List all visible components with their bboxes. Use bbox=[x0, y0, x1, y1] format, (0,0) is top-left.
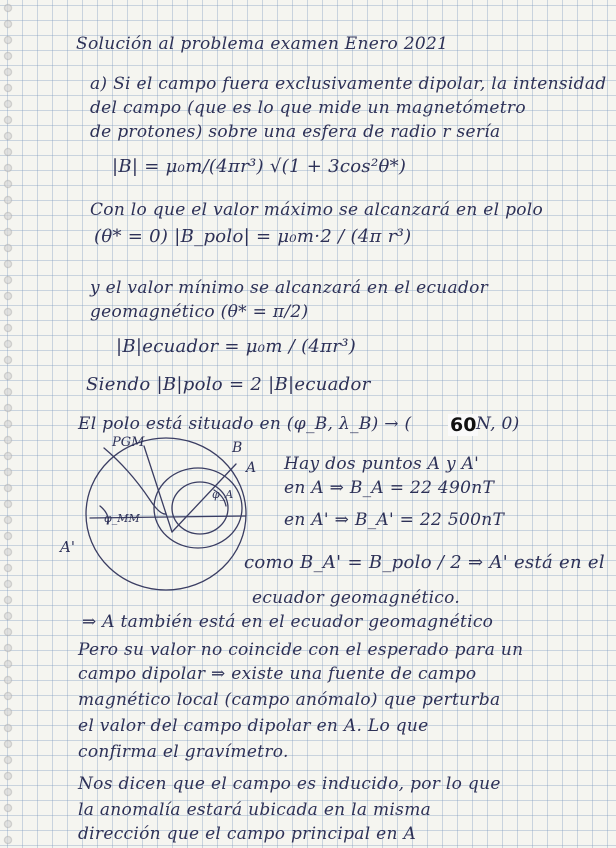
text-line-3: de protones) sobre una esfera de radio r sería bbox=[90, 122, 501, 142]
text-two-points: Hay dos puntos A y A' bbox=[284, 454, 480, 474]
label-phi-a: φ_A bbox=[212, 488, 234, 501]
equation-b-polo: (θ* = 0) |B_polo| = μ₀m·2 / (4π r³) bbox=[94, 226, 412, 247]
text-line-nos-dicen: Nos dicen que el campo es inducido, por lo que bbox=[78, 774, 501, 794]
contour-outer bbox=[154, 468, 242, 548]
text-line-7: y el valor mínimo se alcanzará en el ecuador bbox=[90, 278, 489, 298]
text-line-direccion: dirección que el campo principal en A bbox=[78, 824, 417, 844]
text-line-campo-dipolar: campo dipolar ⇒ existe una fuente de campo bbox=[78, 664, 477, 684]
pgm-axis bbox=[144, 446, 172, 532]
label-a-prime: A' bbox=[60, 538, 75, 556]
label-phi-mm: φ_MM bbox=[104, 512, 140, 525]
equation-polo-ecuador: Siendo |B|polo = 2 |B|ecuador bbox=[86, 374, 371, 395]
text-como-ba-prime: como B_A' = B_polo / 2 ⇒ A' está en el bbox=[244, 552, 605, 573]
text-line-2: del campo (que es lo que mide un magnetómetro bbox=[90, 98, 526, 118]
text-polo-location-end: N, 0) bbox=[476, 414, 520, 434]
latitude-badge: 60 bbox=[450, 414, 477, 436]
label-b: B bbox=[232, 440, 243, 456]
text-line-1: a) Si el campo fuera exclusivamente dipolar, la intensidad bbox=[90, 74, 607, 94]
text-value-a-prime: en A' ⇒ B_A' = 22 500nT bbox=[284, 510, 505, 530]
text-line-8: geomagnético (θ* = π/2) bbox=[90, 302, 309, 322]
text-line-pero: Pero su valor no coincide con el esperado para un bbox=[78, 640, 524, 660]
equation-b-ecuador: |B|ecuador = μ₀m / (4πr³) bbox=[116, 336, 357, 357]
label-a: A bbox=[246, 460, 257, 476]
text-line-anomalia: la anomalía estará ubicada en la misma bbox=[78, 800, 432, 820]
text-line-5: Con lo que el valor máximo se alcanzará en el polo bbox=[90, 200, 544, 220]
text-line-a-tambien: ⇒ A también está en el ecuador geomagnético bbox=[82, 612, 494, 632]
text-line-valor-campo: el valor del campo dipolar en A. Lo que bbox=[78, 716, 429, 736]
meridian-line bbox=[104, 448, 166, 514]
text-value-a: en A ⇒ B_A = 22 490nT bbox=[284, 478, 495, 498]
text-line-magnetico-local: magnético local (campo anómalo) que perturba bbox=[78, 690, 501, 710]
text-ecuador-geomagnetico: ecuador geomagnético. bbox=[252, 588, 461, 608]
label-pgm: PGM bbox=[112, 435, 145, 450]
text-line-confirma: confirma el gravímetro. bbox=[78, 742, 289, 762]
text-polo-location: El polo está situado en (φ_B, λ_B) → ( bbox=[78, 414, 412, 434]
page-title: Solución al problema examen Enero 2021 bbox=[76, 34, 449, 54]
equation-b-magnitude: |B| = μ₀m/(4πr³) √(1 + 3cos²θ*) bbox=[112, 156, 407, 177]
